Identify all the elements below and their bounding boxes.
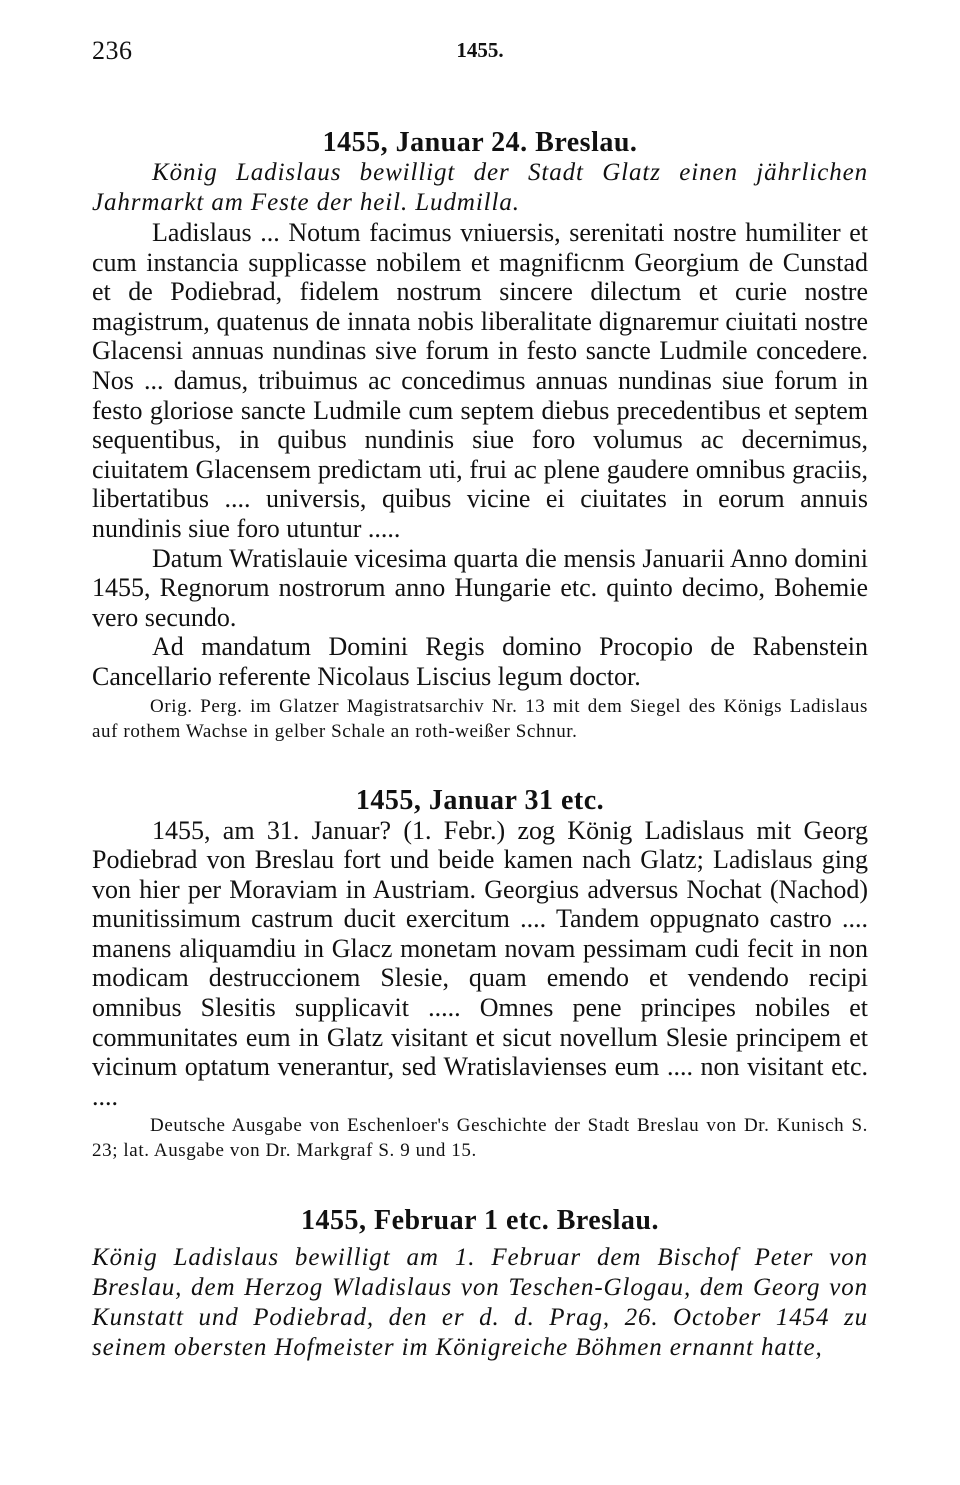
page-number: 236 [92, 36, 133, 65]
running-head [92, 36, 868, 70]
regest-summary: König Ladislaus bewilligt der Stadt Glatz einen jährlichen Jahrmarkt am Feste der heil. Ludmilla. [92, 159, 868, 216]
dating-clause: Datum Wratislauie vicesima quarta die mensis Januarii Anno domini 1455, Regnorum nostrorum anno Hungarie etc. quinto decimo, Bohemie vero secundo. [92, 543, 868, 632]
document-text: Ladislaus ... Notum facimus vniuersis, serenitati nostre humiliter et cum instancia supplicasse nobilem et magnificnm Georgium de Cunstad et de Podiebrad, fidelem nostrum sincere dilectum et curie nostre magistrum, quatenus de innata nobis liberalitate dignaremur ciuitati nostre Glacensi annuas nundinas sive forum in festo sancte Ludmile concedere. Nos ... damus, tribuimus ac concedimus annuas nundinas siue forum in festo gloriose sancte Ludmile cum septem diebus precedentibus et septem sequentibus, in quibus nundinis siue foro volumus ac decernimus, ciuitatem Glacensem predictam uti, frui ac plene gaudere omnibus graciis, libertatibus .... universis, quibus vicine ei ciuitates in eorum annuis nundinis siue foro utuntur ..... [92, 218, 868, 543]
source-note: Orig. Perg. im Glatzer Magistratsarchiv Nr. 13 mit dem Siegel des Königs Ladislaus auf rothem Wachse in gelber Schale an roth-weißer Schnur. [92, 695, 868, 742]
chancery-note: Ad mandatum Domini Regis domino Procopio de Rabenstein Cancellario referente Nicolaus Liscius legum doctor. [92, 632, 868, 691]
chronicle-text: 1455, am 31. Januar? (1. Febr.) zog König Ladislaus mit Georg Podiebrad von Breslau fort und beide kamen nach Glatz; Ladislaus ging von hier per Moraviam in Austriam. Georgius adversus Nochat (Nachod) munitissimum castrum ducit exercitum .... Tandem oppugnato castro .... manens aliquamdiu in Glacz monetam novam pessimam cudi fecit in non modicam destruccionem Slesie, quam emendo et vendendo recipi omnibus Slesitis supplicavit ..... Omnes pene principes nobiles et communitates eum in Glatz visitant et sicut novellum Slesie principem et vicinum optatum venerantur, sed Wratislavienses eum .... non visitant etc. .... [92, 815, 868, 1111]
source-note: Deutsche Ausgabe von Eschenloer's Geschichte der Stadt Breslau von Dr. Kunisch S. 23; lat. Ausgabe von Dr. Markgraf S. 9 und 15. [92, 1115, 868, 1162]
running-head-year: 1455. [456, 38, 504, 62]
document-heading: 1455, Januar 31 etc. [355, 784, 605, 816]
document-heading: 1455, Januar 24. Breslau. [322, 127, 638, 158]
book-page [92, 36, 868, 1363]
regest-summary: König Ladislaus bewilligt am 1. Februar dem Bischof Peter von Breslau, dem Herzog Wladislaus von Teschen-Glogau, dem Georg von Kunstatt und Podiebrad, den er d. d. Prag, 26. October 1454 zu seinem obersten Hofmeister im Königreiche Böhmen ernannt hatte, [92, 1244, 868, 1362]
document-heading: 1455, Februar 1 etc. Breslau. [301, 1205, 659, 1237]
